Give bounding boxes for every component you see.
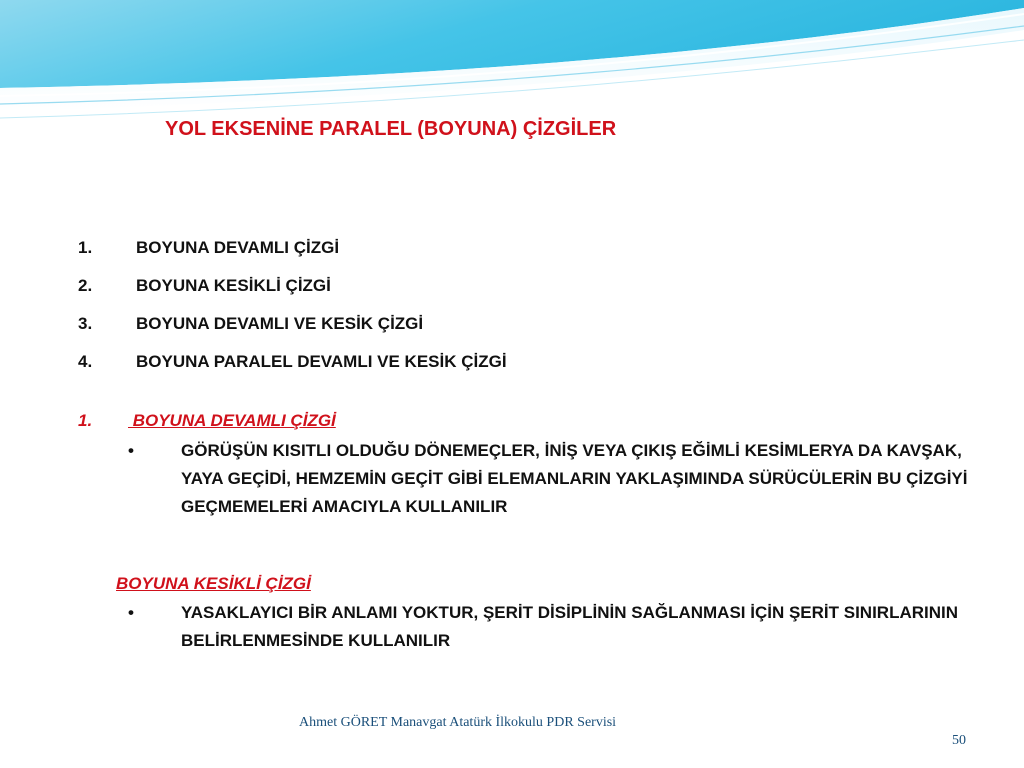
section-heading-continuous [78,410,336,432]
list-text: BOYUNA DEVAMLI ÇİZGİ [136,238,340,257]
list-item [78,350,507,388]
list-number: 4. [78,352,93,371]
footer-author: Ahmet GÖRET Manavgat Atatürk İlkokulu PDR Servisi [299,715,617,730]
list-number: 3. [78,314,93,333]
bullet-text: YASAKLAYICI BİR ANLAMI YOKTUR, ŞERİT DİSİPLİNİN SAĞLANMASI İÇİN ŞERİT SINIRLARININ BELİRLENMESİNDE KULLANILIR [181,603,959,650]
list-item [78,312,507,350]
bullet-text: GÖRÜŞÜN KISITLI OLDUĞU DÖNEMEÇLER, İNİŞ VEYA ÇIKIŞ EĞİMLİ KESİMLERYA DA KAVŞAK, YAYA GEÇİDİ, HEMZEMİN GEÇİT GİBİ ELEMANLARIN YAKLAŞIMINDA SÜRÜCÜLERİN BU ÇİZGİYİ GEÇMEMELERİ AMACIYLA KULLANILIR [181,441,968,516]
list-text: BOYUNA DEVAMLI VE KESİK ÇİZGİ [136,314,424,333]
list-item [78,236,507,274]
bullet-dot: • [128,603,134,622]
section-heading-text: BOYUNA KESİKLİ ÇİZGİ [116,574,311,593]
section-number: 1. [78,411,93,430]
bullet-item-continuous [128,437,998,521]
list-number: 2. [78,276,93,295]
list-number: 1. [78,238,93,257]
section-heading-dashed [116,573,311,595]
bullet-item-dashed [128,599,998,655]
page-number: 50 [952,733,966,748]
section-heading-text: BOYUNA DEVAMLI ÇİZGİ [128,411,336,430]
list-text: BOYUNA PARALEL DEVAMLI VE KESİK ÇİZGİ [136,352,507,371]
slide-title: YOL EKSENİNE PARALEL (BOYUNA) ÇİZGİLER [165,118,617,140]
numbered-list [78,236,507,388]
header-wave-decoration [0,0,1024,130]
list-item [78,274,507,312]
list-text: BOYUNA KESİKLİ ÇİZGİ [136,276,331,295]
bullet-dot: • [128,441,134,460]
